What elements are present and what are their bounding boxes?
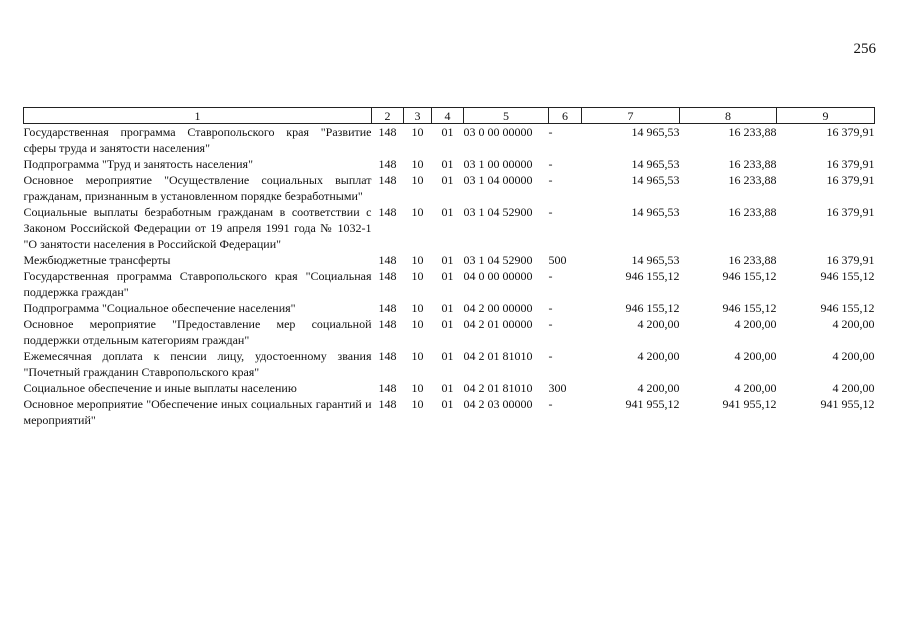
column-header: 1 bbox=[24, 108, 372, 124]
cell-col-3: 10 bbox=[411, 269, 424, 283]
cell-col-9: 946 155,12 bbox=[820, 269, 875, 283]
cell-col-2: 148 bbox=[378, 397, 397, 411]
cell-col-8: 4 200,00 bbox=[734, 349, 777, 363]
cell-col-8: 16 233,88 bbox=[728, 205, 777, 219]
cell-col-2: 148 bbox=[378, 173, 397, 187]
cell-col-7: 946 155,12 bbox=[625, 301, 680, 315]
cell-col-7: 4 200,00 bbox=[637, 381, 680, 395]
cell-col-4: 01 bbox=[441, 301, 454, 315]
cell-col-5: 03 1 04 52900 bbox=[463, 205, 533, 219]
cell-col-3: 10 bbox=[411, 301, 424, 315]
cell-col-7: 4 200,00 bbox=[637, 349, 680, 363]
table-row bbox=[24, 348, 875, 380]
cell-col-3: 10 bbox=[411, 397, 424, 411]
cell-col-4: 01 bbox=[441, 381, 454, 395]
cell-col-6: - bbox=[548, 397, 553, 411]
cell-col-2: 148 bbox=[378, 157, 397, 171]
column-header: 4 bbox=[432, 108, 464, 124]
cell-col-2: 148 bbox=[378, 317, 397, 331]
cell-col-5: 04 2 01 00000 bbox=[463, 317, 533, 331]
table-row bbox=[24, 316, 875, 348]
cell-col-9: 16 379,91 bbox=[826, 173, 875, 187]
cell-col-2: 148 bbox=[378, 125, 397, 139]
cell-col-8: 16 233,88 bbox=[728, 125, 777, 139]
row-name: Основное мероприятие "Обеспечение иных социальных гарантий и мероприятий" bbox=[23, 397, 372, 427]
cell-col-5: 03 1 04 52900 bbox=[463, 253, 533, 267]
cell-col-3: 10 bbox=[411, 349, 424, 363]
row-name: Основное мероприятие "Осуществление социальных выплат гражданам, признанным в установленном порядке безработными" bbox=[23, 173, 372, 203]
cell-col-6: - bbox=[548, 269, 553, 283]
table-header-row bbox=[24, 108, 875, 124]
cell-col-9: 941 955,12 bbox=[820, 397, 875, 411]
cell-col-9: 16 379,91 bbox=[826, 205, 875, 219]
table-row bbox=[24, 300, 875, 316]
cell-col-9: 16 379,91 bbox=[826, 125, 875, 139]
cell-col-8: 16 233,88 bbox=[728, 253, 777, 267]
table-row bbox=[24, 252, 875, 268]
cell-col-5: 03 0 00 00000 bbox=[463, 125, 533, 139]
cell-col-2: 148 bbox=[378, 349, 397, 363]
cell-col-9: 946 155,12 bbox=[820, 301, 875, 315]
cell-col-2: 148 bbox=[378, 253, 397, 267]
cell-col-8: 16 233,88 bbox=[728, 157, 777, 171]
cell-col-6: 300 bbox=[548, 381, 567, 395]
cell-col-5: 04 0 00 00000 bbox=[463, 269, 533, 283]
cell-col-6: - bbox=[548, 317, 553, 331]
table-row bbox=[24, 396, 875, 428]
cell-col-8: 4 200,00 bbox=[734, 381, 777, 395]
column-header: 6 bbox=[549, 108, 582, 124]
cell-col-2: 148 bbox=[378, 381, 397, 395]
cell-col-4: 01 bbox=[441, 397, 454, 411]
cell-col-3: 10 bbox=[411, 317, 424, 331]
cell-col-6: - bbox=[548, 349, 553, 363]
cell-col-6: - bbox=[548, 301, 553, 315]
table-row bbox=[24, 156, 875, 172]
cell-col-8: 946 155,12 bbox=[722, 269, 777, 283]
column-header: 9 bbox=[777, 108, 875, 124]
row-name: Государственная программа Ставропольского края "Социальная поддержка граждан" bbox=[23, 269, 372, 299]
cell-col-9: 4 200,00 bbox=[832, 381, 875, 395]
cell-col-4: 01 bbox=[441, 317, 454, 331]
table-row bbox=[24, 172, 875, 204]
cell-col-8: 946 155,12 bbox=[722, 301, 777, 315]
cell-col-8: 4 200,00 bbox=[734, 317, 777, 331]
cell-col-6: - bbox=[548, 205, 553, 219]
cell-col-7: 4 200,00 bbox=[637, 317, 680, 331]
cell-col-5: 03 1 04 00000 bbox=[463, 173, 533, 187]
cell-col-7: 941 955,12 bbox=[625, 397, 680, 411]
row-name: Социальные выплаты безработным гражданам в соответствии с Законом Российской Федерации от 19 апреля 1991 года № 1032-1 "О занятости населения в Российской Федерации" bbox=[23, 205, 372, 251]
cell-col-5: 04 2 00 00000 bbox=[463, 301, 533, 315]
cell-col-7: 14 965,53 bbox=[631, 205, 680, 219]
cell-col-6: - bbox=[548, 173, 553, 187]
cell-col-2: 148 bbox=[378, 269, 397, 283]
row-name: Ежемесячная доплата к пенсии лицу, удостоенному звания "Почетный гражданин Ставропольского края" bbox=[23, 349, 372, 379]
cell-col-9: 16 379,91 bbox=[826, 157, 875, 171]
column-header: 3 bbox=[404, 108, 432, 124]
cell-col-2: 148 bbox=[378, 205, 397, 219]
cell-col-8: 941 955,12 bbox=[722, 397, 777, 411]
table-body bbox=[24, 124, 875, 429]
cell-col-6: - bbox=[548, 125, 553, 139]
cell-col-4: 01 bbox=[441, 173, 454, 187]
cell-col-4: 01 bbox=[441, 157, 454, 171]
cell-col-5: 04 2 03 00000 bbox=[463, 397, 533, 411]
row-name: Подпрограмма "Социальное обеспечение населения" bbox=[23, 301, 296, 315]
cell-col-3: 10 bbox=[411, 205, 424, 219]
table-row bbox=[24, 124, 875, 157]
cell-col-5: 03 1 00 00000 bbox=[463, 157, 533, 171]
cell-col-3: 10 bbox=[411, 381, 424, 395]
cell-col-7: 14 965,53 bbox=[631, 253, 680, 267]
cell-col-9: 16 379,91 bbox=[826, 253, 875, 267]
cell-col-7: 14 965,53 bbox=[631, 125, 680, 139]
column-header: 5 bbox=[464, 108, 549, 124]
cell-col-5: 04 2 01 81010 bbox=[463, 349, 533, 363]
budget-table bbox=[23, 107, 875, 428]
page-number: 256 bbox=[853, 41, 876, 57]
table-row bbox=[24, 380, 875, 396]
row-name: Подпрограмма "Труд и занятость населения" bbox=[23, 157, 253, 171]
cell-col-7: 946 155,12 bbox=[625, 269, 680, 283]
cell-col-4: 01 bbox=[441, 349, 454, 363]
row-name: Основное мероприятие "Предоставление мер социальной поддержки отдельным категориям граждан" bbox=[23, 317, 372, 347]
cell-col-3: 10 bbox=[411, 173, 424, 187]
cell-col-3: 10 bbox=[411, 253, 424, 267]
column-header: 2 bbox=[372, 108, 404, 124]
row-name: Социальное обеспечение и иные выплаты населению bbox=[23, 381, 297, 395]
cell-col-7: 14 965,53 bbox=[631, 157, 680, 171]
cell-col-2: 148 bbox=[378, 301, 397, 315]
cell-col-6: - bbox=[548, 157, 553, 171]
cell-col-8: 16 233,88 bbox=[728, 173, 777, 187]
cell-col-4: 01 bbox=[441, 125, 454, 139]
cell-col-9: 4 200,00 bbox=[832, 317, 875, 331]
cell-col-3: 10 bbox=[411, 157, 424, 171]
cell-col-4: 01 bbox=[441, 205, 454, 219]
cell-col-4: 01 bbox=[441, 269, 454, 283]
row-name: Государственная программа Ставропольского края "Развитие сферы труда и занятости населения" bbox=[23, 125, 372, 155]
table-row bbox=[24, 268, 875, 300]
row-name: Межбюджетные трансферты bbox=[23, 253, 171, 267]
cell-col-5: 04 2 01 81010 bbox=[463, 381, 533, 395]
column-header: 8 bbox=[680, 108, 777, 124]
table-row bbox=[24, 204, 875, 252]
cell-col-7: 14 965,53 bbox=[631, 173, 680, 187]
cell-col-9: 4 200,00 bbox=[832, 349, 875, 363]
column-header: 7 bbox=[582, 108, 680, 124]
cell-col-3: 10 bbox=[411, 125, 424, 139]
cell-col-4: 01 bbox=[441, 253, 454, 267]
cell-col-6: 500 bbox=[548, 253, 567, 267]
